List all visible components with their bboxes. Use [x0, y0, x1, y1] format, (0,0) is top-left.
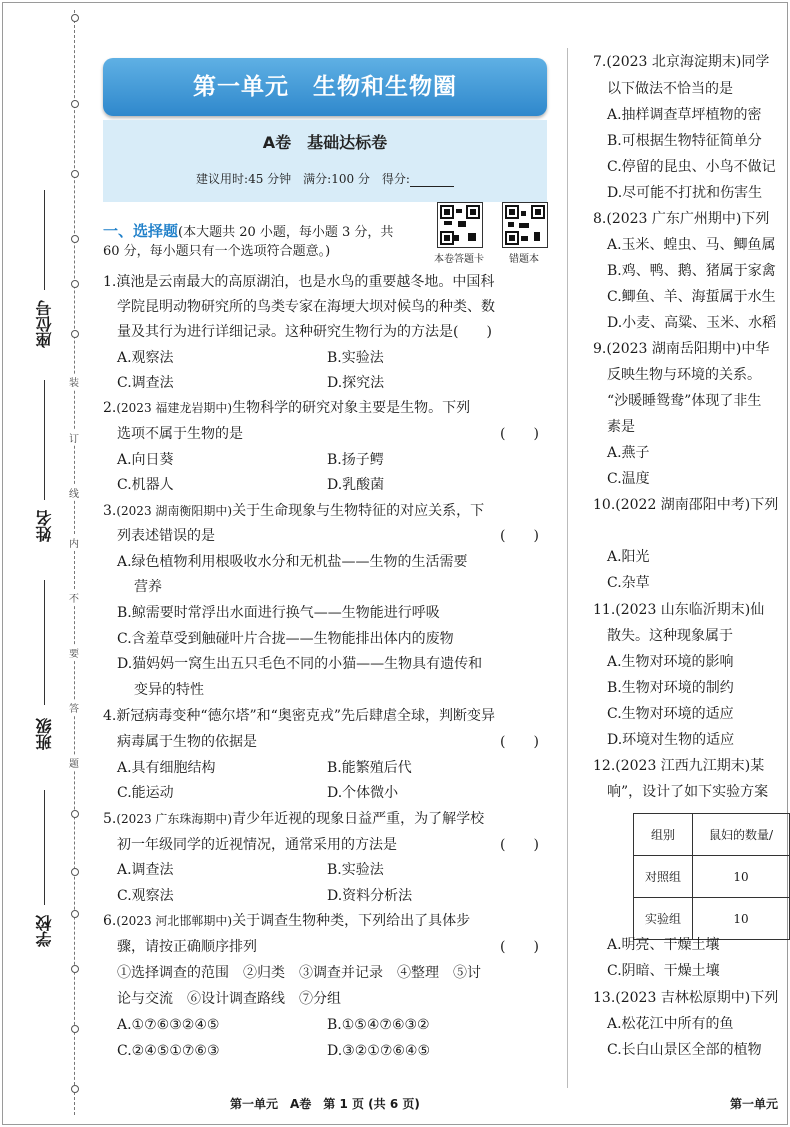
- q9-line4: 素是: [607, 419, 635, 435]
- q7-option-a[interactable]: A.抽样调查草坪植物的密: [607, 107, 762, 123]
- q5-text-line2: 初一年级同学的近视情况，通常采用的方法是: [117, 837, 397, 853]
- answer-sheet-caption: 本卷答题卡: [434, 254, 484, 265]
- q9-head: 9.(2023 湖南岳阳期中)中华: [593, 341, 770, 357]
- q7-option-c[interactable]: C.停留的昆虫、小鸟不做记: [607, 159, 776, 175]
- section-note-line2: 60 分，每小题只有一个选项符合题意。): [103, 244, 331, 259]
- q11-line2: 散失。这种现象属于: [607, 628, 733, 644]
- q2-option-d[interactable]: D.乳酸菌: [327, 477, 385, 493]
- q12-table: [633, 813, 790, 940]
- q6-steps-line1: ①选择调查的范围 ②归类 ③调查并记录 ④整理 ⑤讨: [117, 965, 481, 981]
- binding-hole: [71, 170, 79, 178]
- q4-text-line1: 4.新冠病毒变种“德尔塔”和“奥密克戎”先后肆虐全球，判断变异: [103, 708, 495, 724]
- table-cell: 10: [693, 898, 790, 940]
- q3-option-a-cont: 营养: [134, 579, 162, 595]
- binding-hole: [71, 868, 79, 876]
- q6-option-a[interactable]: A.①⑦⑥③②④⑤: [117, 1017, 220, 1033]
- q4-option-d[interactable]: D.个体微小: [327, 785, 399, 801]
- q6-option-b[interactable]: B.①⑤④⑦⑥③②: [327, 1017, 430, 1033]
- q2-option-c[interactable]: C.机器人: [117, 477, 174, 493]
- q8-option-c[interactable]: C.鲫鱼、羊、海蜇属于水生: [607, 289, 776, 305]
- answer-sheet-qr-code[interactable]: [437, 202, 483, 248]
- time-score-text: 建议用时:45 分钟 满分:100 分 得分:: [196, 172, 410, 186]
- section-note: (本大题共 20 小题，每小题 3 分，共: [178, 225, 394, 240]
- q2-text-line1: 2.(2023 福建龙岩期中)生物科学的研究对象主要是生物。下列: [103, 400, 471, 416]
- q2-option-b[interactable]: B.扬子鳄: [327, 452, 384, 468]
- school-field[interactable]: [44, 790, 45, 905]
- binding-hole: [71, 14, 79, 22]
- binding-hole: [71, 1025, 79, 1033]
- cut-line-char: 题: [64, 755, 84, 770]
- q11-head: 11.(2023 山东临沂期末)仙: [593, 602, 765, 618]
- q1-text-line3: 量及其行为进行详细记录。这种研究生物行为的方法是( ): [117, 324, 492, 340]
- q7-option-d[interactable]: D.尽可能不打扰和伤害生: [607, 185, 763, 201]
- q3-text-line1: 3.(2023 湖南衡阳期中)关于生命现象与生物特征的对应关系，下: [103, 503, 485, 519]
- q11-option-a[interactable]: A.生物对环境的影响: [607, 654, 734, 670]
- q6-option-c[interactable]: C.②④⑤①⑦⑥③: [117, 1043, 220, 1059]
- q1-option-c[interactable]: C.调查法: [117, 375, 174, 391]
- binding-hole: [71, 100, 79, 108]
- cut-line-char: 要: [64, 645, 84, 660]
- student-name-label: 姓名: [34, 510, 54, 542]
- q11-option-c[interactable]: C.生物对环境的适应: [607, 706, 734, 722]
- page-footer: 第一单元 A卷 第 1 页 (共 6 页): [230, 1097, 420, 1111]
- q2-answer-paren[interactable]: ( ): [500, 426, 539, 442]
- q12-head: 12.(2023 江西九江期末)某: [593, 758, 765, 774]
- q2-text-line2: 选项不属于生物的是: [117, 426, 243, 442]
- q1-option-a[interactable]: A.观察法: [117, 350, 174, 366]
- q8-option-d[interactable]: D.小麦、高粱、玉米、水稻: [607, 315, 777, 331]
- binding-hole: [71, 235, 79, 243]
- column-divider: [567, 48, 568, 1088]
- seat-number-field[interactable]: [44, 190, 45, 290]
- q6-text-line1: 6.(2023 河北邯郸期中)关于调查生物种类，下列给出了具体步: [103, 913, 471, 929]
- score-blank[interactable]: [410, 174, 454, 187]
- binding-hole: [71, 280, 79, 288]
- q4-option-b[interactable]: B.能繁殖后代: [327, 760, 412, 776]
- q6-source: (2023 河北邯郸期中): [116, 914, 233, 928]
- wrong-answers-caption: 错题本: [509, 254, 539, 265]
- q6-option-d[interactable]: D.③②①⑦⑥④⑤: [327, 1043, 431, 1059]
- table-row: [634, 856, 790, 898]
- q8-option-b[interactable]: B.鸡、鸭、鹅、猪属于家禽: [607, 263, 776, 279]
- cut-line-char: 装: [64, 374, 84, 389]
- section-label: 一、选择题: [103, 222, 179, 240]
- class-label: 班级: [34, 718, 54, 750]
- q7-option-b[interactable]: B.可根据生物特征简单分: [607, 133, 762, 149]
- q4-option-a[interactable]: A.具有细胞结构: [117, 760, 216, 776]
- school-label: 学校: [34, 915, 54, 947]
- cut-line-char: 内: [64, 535, 84, 550]
- table-cell: 10: [693, 856, 790, 898]
- q12-line2: 响”，设计了如下实验方案: [607, 784, 769, 800]
- q3-option-b[interactable]: B.鲸需要时常浮出水面进行换气——生物能进行呼吸: [117, 605, 440, 621]
- q3-answer-paren[interactable]: ( ): [500, 528, 539, 544]
- q4-text-line2: 病毒属于生物的依据是: [117, 734, 257, 750]
- q9-line2: 反映生物与环境的关系。: [607, 367, 761, 383]
- q5-option-c[interactable]: C.观察法: [117, 888, 174, 904]
- q11-option-d[interactable]: D.环境对生物的适应: [607, 732, 735, 748]
- seat-number-label: 座位号: [34, 300, 54, 348]
- table-row: [634, 898, 790, 940]
- q7-head: 7.(2023 北京海淀期末)同学: [593, 54, 770, 70]
- paper-title: A卷 基础达标卷: [262, 133, 388, 152]
- q10-option-a[interactable]: A.阳光: [607, 549, 650, 565]
- q3-text-line2: 列表述错误的是: [117, 528, 215, 544]
- binding-hole: [71, 1085, 79, 1093]
- paper-meta: [103, 170, 547, 187]
- q3-option-c[interactable]: C.含羞草受到触碰叶片合拢——生物能排出体内的废物: [117, 631, 454, 647]
- binding-hole: [71, 965, 79, 973]
- cut-line-char: 不: [64, 590, 84, 605]
- q5-option-d[interactable]: D.资料分析法: [327, 888, 413, 904]
- q4-option-c[interactable]: C.能运动: [117, 785, 174, 801]
- wrong-answers-qr-code[interactable]: [502, 202, 548, 248]
- q5-option-b[interactable]: B.实验法: [327, 862, 384, 878]
- q8-option-a[interactable]: A.玉米、蝗虫、马、鲫鱼属: [607, 237, 776, 253]
- cut-line-char: 订: [64, 430, 84, 445]
- class-field[interactable]: [44, 580, 45, 705]
- q2-option-a[interactable]: A.向日葵: [117, 452, 174, 468]
- section-header: [103, 222, 393, 242]
- q1-option-d[interactable]: D.探究法: [327, 375, 385, 391]
- q5-answer-paren[interactable]: ( ): [500, 837, 539, 853]
- q13-head: 13.(2023 吉林松原期中)下列: [593, 990, 779, 1006]
- table-header-cell: 鼠妇的数量/: [693, 814, 790, 856]
- q12-option-a[interactable]: A.明亮、干燥土壤: [607, 937, 720, 953]
- q4-answer-paren[interactable]: ( ): [500, 734, 539, 750]
- q1-text-line2: 学院昆明动物研究所的鸟类专家在海埂大坝对候鸟的种类、数: [117, 299, 495, 315]
- q6-answer-paren[interactable]: ( ): [500, 939, 539, 955]
- q9-line3: “沙暖睡鸳鸯”体现了非生: [607, 393, 762, 409]
- q9-option-a[interactable]: A.燕子: [607, 445, 650, 461]
- q6-steps-line2: 论与交流 ⑥设计调查路线 ⑦分组: [117, 991, 341, 1007]
- q5-option-a[interactable]: A.调查法: [117, 862, 174, 878]
- table-cell: 实验组: [634, 898, 693, 940]
- q12-option-c[interactable]: C.阴暗、干燥土壤: [607, 963, 720, 979]
- cut-line-char: 线: [64, 485, 84, 500]
- page-footer-right: 第一单元: [730, 1097, 779, 1111]
- q9-option-c[interactable]: C.温度: [607, 471, 650, 487]
- q10-head: 10.(2022 湖南邵阳中考)下列: [593, 497, 779, 513]
- q3-source: (2023 湖南衡阳期中): [116, 504, 233, 518]
- q10-option-c[interactable]: C.杂草: [607, 575, 650, 591]
- q11-option-b[interactable]: B.生物对环境的制约: [607, 680, 734, 696]
- binding-hole: [71, 910, 79, 918]
- q6-text-line2: 骤，请按正确顺序排列: [117, 939, 257, 955]
- q8-head: 8.(2023 广东广州期中)下列: [593, 211, 770, 227]
- q3-option-d-cont: 变异的特性: [134, 682, 204, 698]
- binding-hole: [71, 330, 79, 338]
- q2-source: (2023 福建龙岩期中): [116, 401, 233, 415]
- table-header-cell: 组别: [634, 814, 693, 856]
- q7-line2: 以下做法不恰当的是: [607, 81, 733, 97]
- unit-title: 第一单元 生物和生物圈: [193, 74, 457, 100]
- q3-option-a[interactable]: A.绿色植物利用根吸收水分和无机盐——生物的生活需要: [117, 554, 468, 570]
- table-cell: 对照组: [634, 856, 693, 898]
- q5-text-line1: 5.(2023 广东珠海期中)青少年近视的现象日益严重，为了解学校: [103, 811, 485, 827]
- table-row: [634, 814, 790, 856]
- cut-line-char: 答: [64, 700, 84, 715]
- q13-option-c[interactable]: C.长白山景区全部的植物: [607, 1042, 762, 1058]
- q5-source: (2023 广东珠海期中): [116, 812, 233, 826]
- binding-hole: [71, 810, 79, 818]
- q1-option-b[interactable]: B.实验法: [327, 350, 384, 366]
- student-name-field[interactable]: [44, 380, 45, 500]
- q1-text-line1: 1.滇池是云南最大的高原湖泊，也是水鸟的重要越冬地。中国科: [103, 274, 495, 290]
- q3-option-d[interactable]: D.猫妈妈一窝生出五只毛色不同的小猫——生物具有遗传和: [117, 656, 483, 672]
- q13-option-a[interactable]: A.松花江中所有的鱼: [607, 1016, 734, 1032]
